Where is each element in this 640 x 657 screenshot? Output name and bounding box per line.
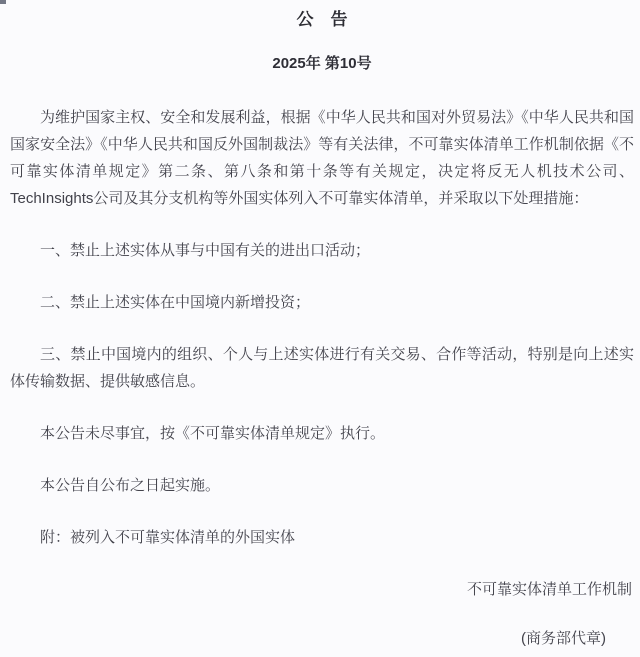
measure-1: 一、禁止上述实体从事与中国有关的进出口活动； — [40, 242, 371, 259]
document-body — [10, 104, 634, 551]
supplementary-clause: 本公告未尽事宜，按《不可靠实体清单规定》执行。 — [40, 425, 386, 442]
intro-paragraph: 为维护国家主权、安全和发展利益，根据《中华人民共和国对外贸易法》《中华人民共和国国家安全法》《中华人民共和国反外国制裁法》等有关法律，不可靠实体清单工作机制依据《不可靠实体清单规定》第二条、第八条和第十条等有关规定，决定将反无人机技术公司、TechInsights公司及其分支机构等外国实体列入不可靠实体清单，并采取以下处理措施： — [10, 109, 634, 207]
document-number: 2025年 第10号 — [272, 55, 372, 72]
attachment-note: 附：被列入不可靠实体清单的外国实体 — [40, 529, 296, 546]
signature-block — [10, 576, 634, 652]
document-title: 公 告 — [296, 10, 348, 29]
measure-3: 三、禁止中国境内的组织、个人与上述实体进行有关交易、合作等活动，特别是向上述实体传输数据、提供敏感信息。 — [10, 346, 634, 390]
corner-artifact — [0, 0, 6, 4]
seal-note: (商务部代章) — [521, 630, 606, 647]
measure-2: 二、禁止上述实体在中国境内新增投资； — [40, 294, 311, 311]
issuer-name: 不可靠实体清单工作机制 — [466, 581, 632, 598]
effective-date-clause: 本公告自公布之日起实施。 — [40, 477, 221, 494]
